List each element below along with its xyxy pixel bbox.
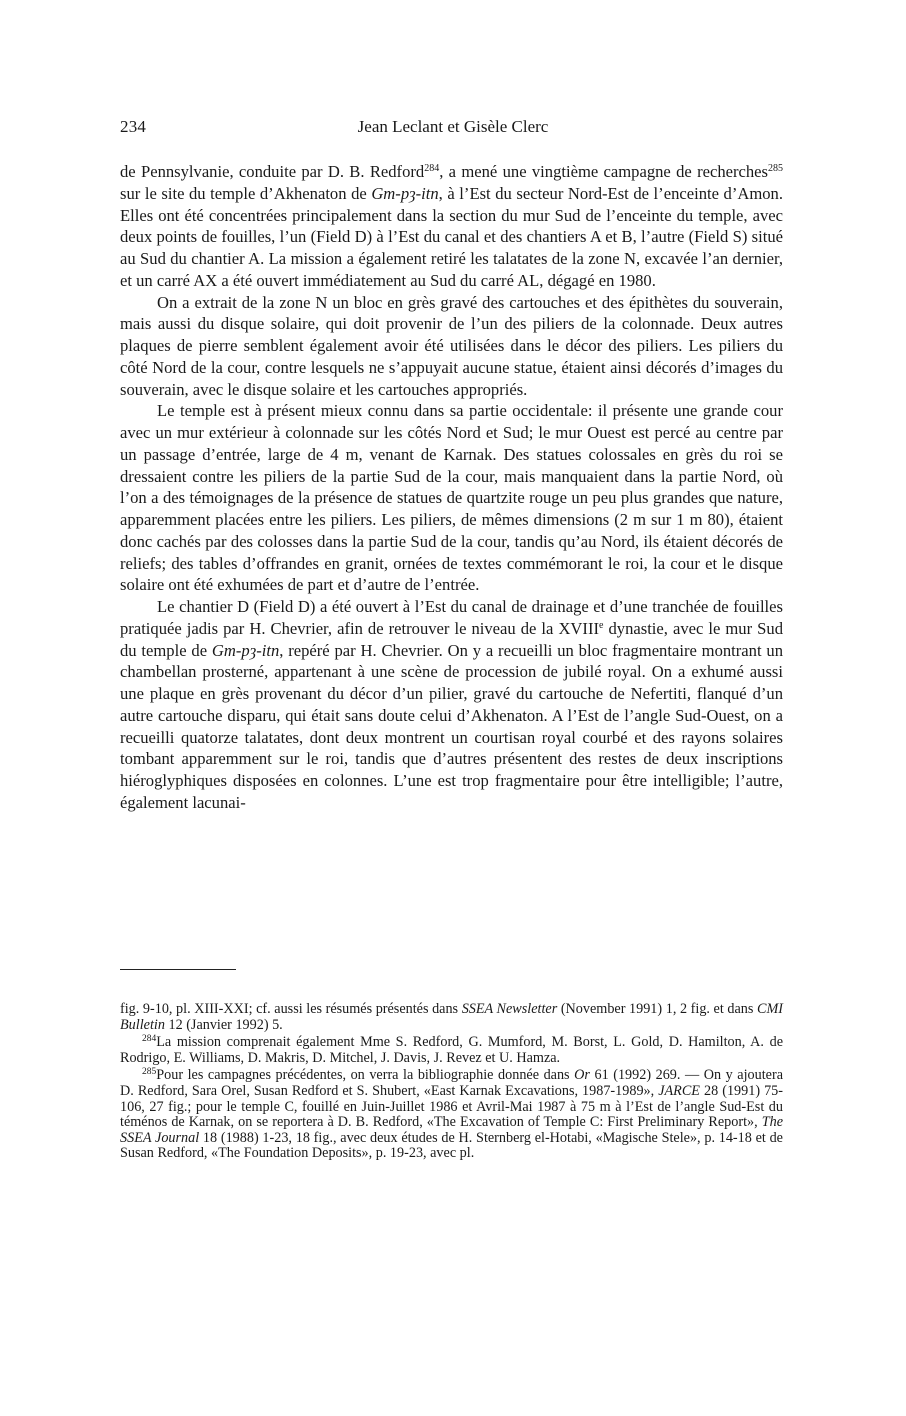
running-title: Jean Leclant et Gisèle Clerc <box>357 117 549 136</box>
text: 12 (Janvier 1992) 5. <box>164 1016 283 1033</box>
body-text <box>120 161 783 814</box>
footnote-285 <box>120 1068 783 1162</box>
footnote-divider <box>120 969 236 970</box>
footnote-ref-285[interactable]: 285 <box>768 163 783 174</box>
paragraph-1 <box>120 161 783 292</box>
text: fig. 9-10, pl. XIII-XXI; cf. aussi les résumés présentés dans <box>120 1001 462 1017</box>
text: sur le site du temple d’Akhenaton de <box>120 183 372 203</box>
text: Le chantier D (Field D) a été ouvert à l’Est du canal de drainage et d’une tranchée de fouilles pratiquée jadis par H. Chevrier, afin de retrouver le niveau de la XVIII <box>120 597 783 638</box>
paragraph-4 <box>120 596 783 814</box>
superscript: e <box>599 619 604 631</box>
paragraph-3: Le temple est à présent mieux connu dans sa partie occidentale: il présente une grande cour avec un mur extérieur à colonnade sur les côtés Nord et Sud; le mur Ouest est percé au centre par un passage d’entrée, large de 4 m, venant de Karnak. Des statues colossales en grès du roi se dressaient contre les piliers de la partie Sud de la cour, mais manquaient dans la partie Nord, où l’on a des témoignages de la présence de statues de quartzite rouge un peu plus grandes que nature, apparemment placées entre les piliers. Les piliers, de mêmes dimensions (2 m sur 1 m 80), étaient donc cachés par des colosses dans la partie Sud de la cour, tandis qu’au Nord, ils étaient décorés de reliefs; des tables d’offrandes en granit, ornées de textes commémorant le roi, la cour et le disque solaire ont été exhumées de part et d’autre de l’entrée. <box>120 401 783 595</box>
text: 18 (1988) 1-23, 18 fig., avec deux études de H. Sternberg el-Hotabi, «Magische Stele», p. 14-18 et de Susan Redford, «The Foundation Deposits», p. 19-23, avec pl. <box>120 1129 783 1162</box>
italic-title: The SSEA Journal <box>120 1114 783 1146</box>
footnote-284 <box>120 1035 783 1066</box>
text: dynastie, avec le mur Sud du temple de <box>120 618 783 660</box>
footnote-ref-284[interactable]: 284 <box>424 163 440 174</box>
text: de Pennsylvanie, conduite par D. B. Redford <box>120 162 425 181</box>
italic-term: Gm-pȝ-itn <box>371 183 439 203</box>
text: , à l’Est du secteur Nord-Est de l’enceinte d’Amon. Elles ont été concentrées principalement dans la section du mur Sud de l’enceinte du temple, avec deux points de fouilles, l’un (Field D) à l’Est du canal et des chantiers A et B, l’autre (Field S) situé au Sud du chantier A. La mission a également retiré les talatates de la zone N, excavée l’an dernier, et un carré AX a été ouvert immédiatement au Sud du carré AL, dégagé en 1980. <box>120 183 783 290</box>
footnote-mark: 284 <box>142 1034 157 1045</box>
italic-title: JARCE <box>658 1082 700 1099</box>
text: Pour les campagnes précédentes, on verra la bibliographie donnée dans <box>156 1067 575 1084</box>
text: 61 (1992) 269. — On y ajoutera D. Redford, Sara Orel, Susan Redford et S. Shubert, «East Karnak Excavations, 1987-1989», <box>120 1067 783 1099</box>
text: , a mené une vingtième campagne de recherches <box>439 162 768 181</box>
italic-title: CMI Bulletin <box>120 1001 783 1033</box>
paragraph-2: On a extrait de la zone N un bloc en grès gravé des cartouches et des épithètes du souverain, mais aussi du disque solaire, qui doit provenir de l’un des piliers de la colonnade. Deux autres plaques de pierre semblent également avoir été utilisées dans le décor des piliers. Les piliers du côté Nord de la cour, contre lesquels ne s’appuyait aucune statue, étaient ainsi décorés d’images du souverain, avec le disque solaire et les cartouches appropriés. <box>120 292 783 399</box>
text: , repéré par H. Chevrier. On y a recueilli un bloc fragmentaire montrant un chambellan prosterné, appartenant à une scène de procession de jubilé royal. On a exhumé aussi une plaque en grès provenant du décor d’un pilier, gravé du cartouche de Nefertiti, flanqué d’un autre cartouche disparu, qui était sans doute celui d’Akhenaton. A l’Est de l’angle Sud-Ouest, on a recueilli quatorze talatates, dont deux montrent un courtisan royal courbé et des rayons solaires tombant apparemment sur le roi, tandis que d’autres présentent des restes de deux inscriptions hiéroglyphiques disposées en colonnes. L’une est trop fragmentaire pour être intelligible; l’autre, également lacunai- <box>120 640 784 812</box>
footnotes <box>120 1002 783 1164</box>
italic-title: SSEA Newsletter <box>461 1001 558 1017</box>
text: La mission comprenait également Mme S. Redford, G. Mumford, M. Borst, L. Gold, D. Hamilton, A. de Rodrigo, E. Williams, D. Makris, D. Mitchel, J. Davis, J. Revez et U. Hamza. <box>120 1034 783 1066</box>
text: (November 1991) 1, 2 fig. et dans <box>557 1001 757 1017</box>
italic-term: Gm-pȝ-itn <box>211 640 280 660</box>
footnote-continued <box>120 1002 783 1033</box>
text: 28 (1991) 75-106, 27 fig.; pour le temple C, fouillé en Juin-Juillet 1986 et Avril-Mai 1987 à 75 m à l’Est de l’angle Sud-Est du téménos de Karnak, on se reportera à D. B. Redford, «The Excavation of Temple C: First Preliminary Report», <box>120 1082 783 1131</box>
page-number: 234 <box>120 117 147 136</box>
footnote-mark: 285 <box>142 1067 157 1078</box>
italic-title: Or <box>574 1067 590 1084</box>
